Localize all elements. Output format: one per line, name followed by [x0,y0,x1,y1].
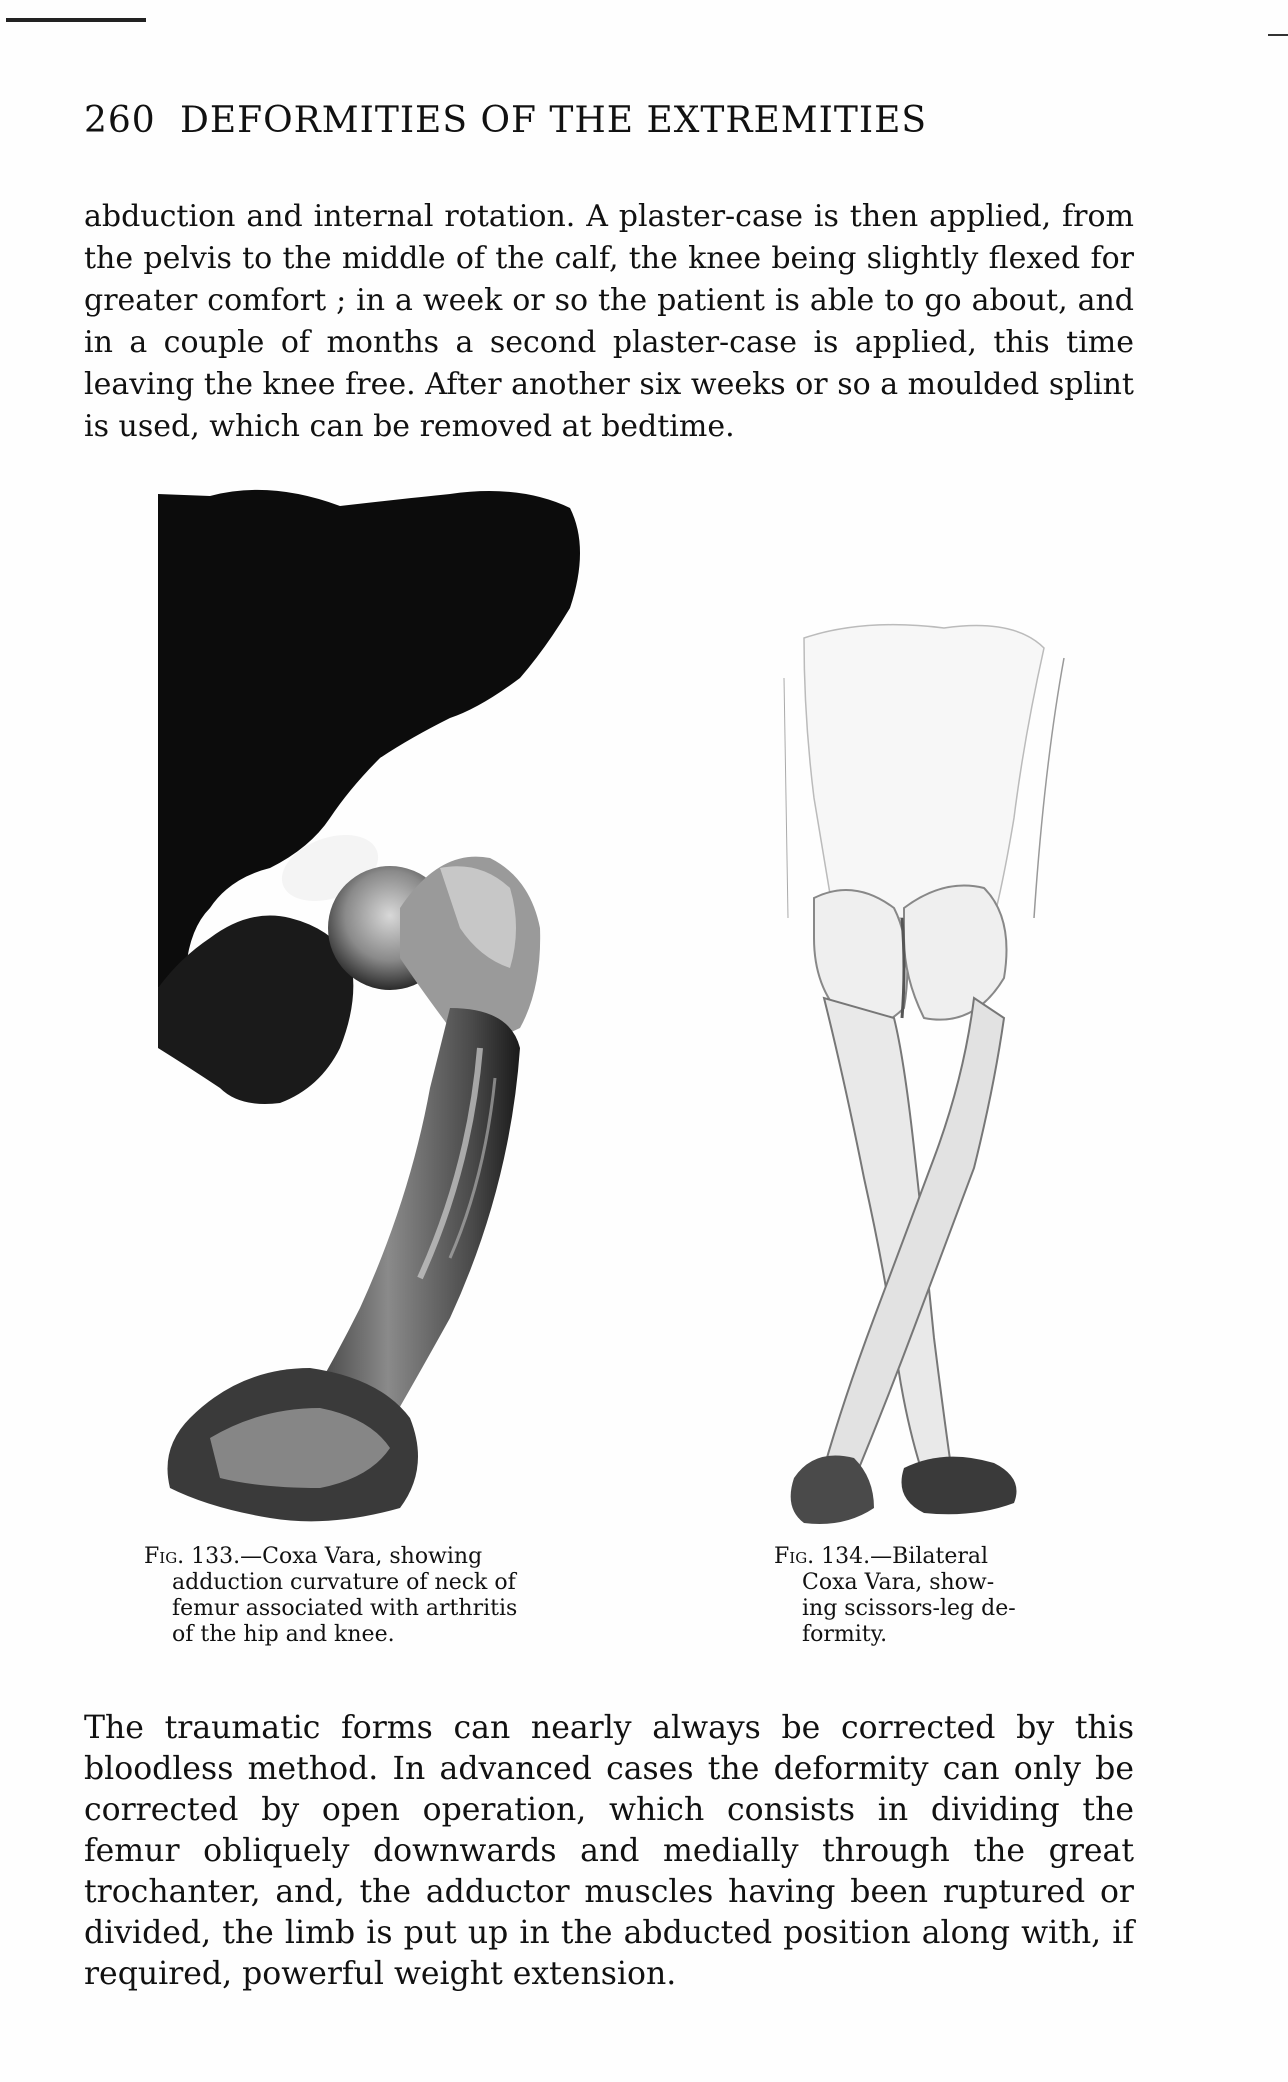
figure-134-caption [774,1544,1074,1648]
paragraph-2 [84,1708,1134,1995]
text-line: to go about, and in a couple of months a second plaster-case is [84,283,1135,360]
caption-line: of the hip and knee. [172,1622,395,1647]
caption-line: 134.—Bilateral [821,1544,989,1569]
caption-line: femur associated with arthritis [172,1596,518,1621]
caption-line: Coxa Vara, show- [802,1570,995,1595]
text-line: corrected by open operation, which consists in dividing the [84,1792,1134,1828]
caption-line: ing scissors-leg de- [802,1596,1016,1621]
text-line: trochanter, and, the adductor muscles having been ruptured or [84,1874,1134,1910]
paragraph-1 [84,196,1134,448]
scan-edge-mark [6,18,146,22]
legs-illustration [774,618,1104,1548]
running-title: DEFORMITIES OF THE EXTREMITIES [180,100,928,141]
text-line: from the pelvis to the middle of the calf, the knee being slightly [84,199,1134,276]
text-line: abduction and internal rotation. A plaster-case is then applied, [84,199,1052,234]
caption-line: 133.—Coxa Vara, showing [191,1544,483,1569]
text-line: or so a moulded splint is used, which can be removed at bedtime. [84,367,1134,444]
running-head [84,100,1144,160]
text-line: flexed for greater comfort ; in a week or so the patient is able [84,241,1135,318]
text-line: femur obliquely downwards and medially through the great [84,1833,1134,1869]
caption-line: formity. [802,1622,888,1647]
caption-line: adduction curvature of neck of [172,1570,516,1595]
scan-edge-mark-right [1268,34,1288,36]
page-number: 260 [84,100,156,141]
figure-134-scissors-leg [774,618,1104,1548]
text-line: divided, the limb is put up in the abducted position along with, [84,1915,1102,1951]
text-line: applied, this time leaving the knee free. After another six weeks [84,325,1134,402]
figure-133-caption [144,1544,614,1648]
text-line: bloodless method. In advanced cases the deformity can only be [84,1751,1134,1787]
figure-label: Fig. [774,1544,815,1569]
figure-133-coxa-vara-femur [150,488,650,1540]
text-line: if required, powerful weight extension. [84,1915,1134,1992]
text-line: The traumatic forms can nearly always be corrected by this [84,1710,1134,1746]
figure-label: Fig. [144,1544,185,1569]
femur-pelvis-illustration [150,488,650,1540]
